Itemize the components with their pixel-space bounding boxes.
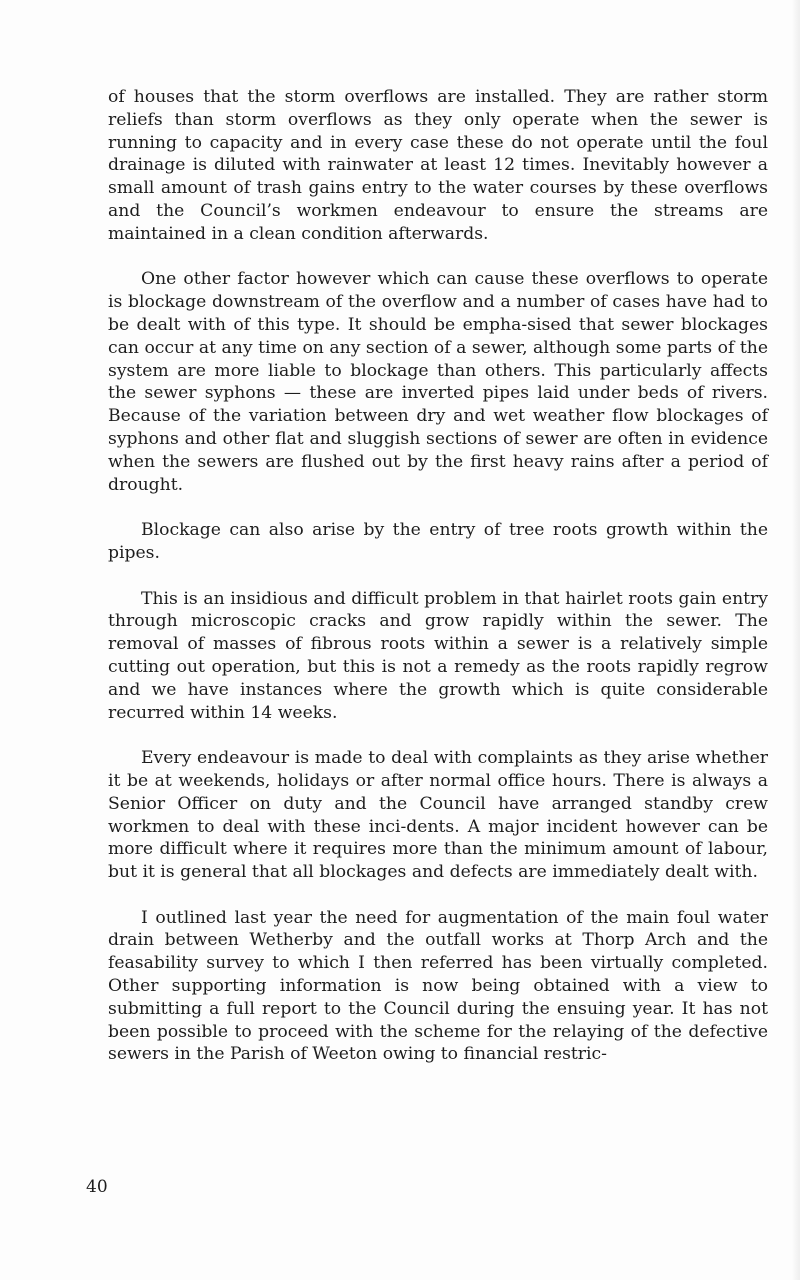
page-number: 40 (86, 1177, 108, 1197)
paragraph-2: One other factor however which can cause these overflows to operate is blockage downstream of the overflow and a number of cases have had to be dealt with of this type. It should be empha-sised that sewer blockages can occur at any time on any section of a sewer, although some parts of the system are more liable to blockage than others. This particularly affects the sewer syphons — these are inverted pipes laid under beds of rivers. Because of the variation between dry and wet weather flow blockages of syphons and other flat and sluggish sections of sewer are often in evidence when the sewers are flushed out by the first heavy rains after a period of drought. (108, 269, 768, 495)
paragraph-5: Every endeavour is made to deal with complaints as they arise whether it be at weekends, holidays or after normal office hours. There is always a Senior Officer on duty and the Council have arranged standby crew workmen to deal with these inci-dents. A major incident however can be more difficult where it requires more than the minimum amount of labour, but it is general that all blockages and defects are immediately dealt with. (108, 748, 768, 883)
paragraph-3: Blockage can also arise by the entry of tree roots growth within the pipes. (108, 520, 768, 563)
page-edge-shadow (792, 0, 800, 1280)
paragraph-6: I outlined last year the need for augmentation of the main foul water drain between Wetherby and the outfall works at Thorp Arch and the feasability survey to which I then referred has been virtually completed. Other supporting information is now being obtained with a view to submitting a full report to the Council during the ensuing year. It has not been possible to proceed with the scheme for the relaying of the defective sewers in the Parish of Weeton owing to financial restric- (108, 907, 768, 1065)
body-text (108, 86, 768, 1089)
paragraph-1: of houses that the storm overflows are installed. They are rather storm reliefs than storm overflows as they only operate when the sewer is running to capacity and in every case these do not operate until the foul drainage is diluted with rainwater at least 12 times. Inevitably however a small amount of trash gains entry to the water courses by these overflows and the Council’s workmen endeavour to ensure the streams are maintained in a clean condition afterwards. (108, 87, 768, 244)
paragraph-4: This is an insidious and difficult problem in that hairlet roots gain entry through microscopic cracks and grow rapidly within the sewer. The removal of masses of fibrous roots within a sewer is a relatively simple cutting out operation, but this is not a remedy as the roots rapidly regrow and we have instances where the growth which is quite considerable recurred within 14 weeks. (108, 588, 768, 723)
